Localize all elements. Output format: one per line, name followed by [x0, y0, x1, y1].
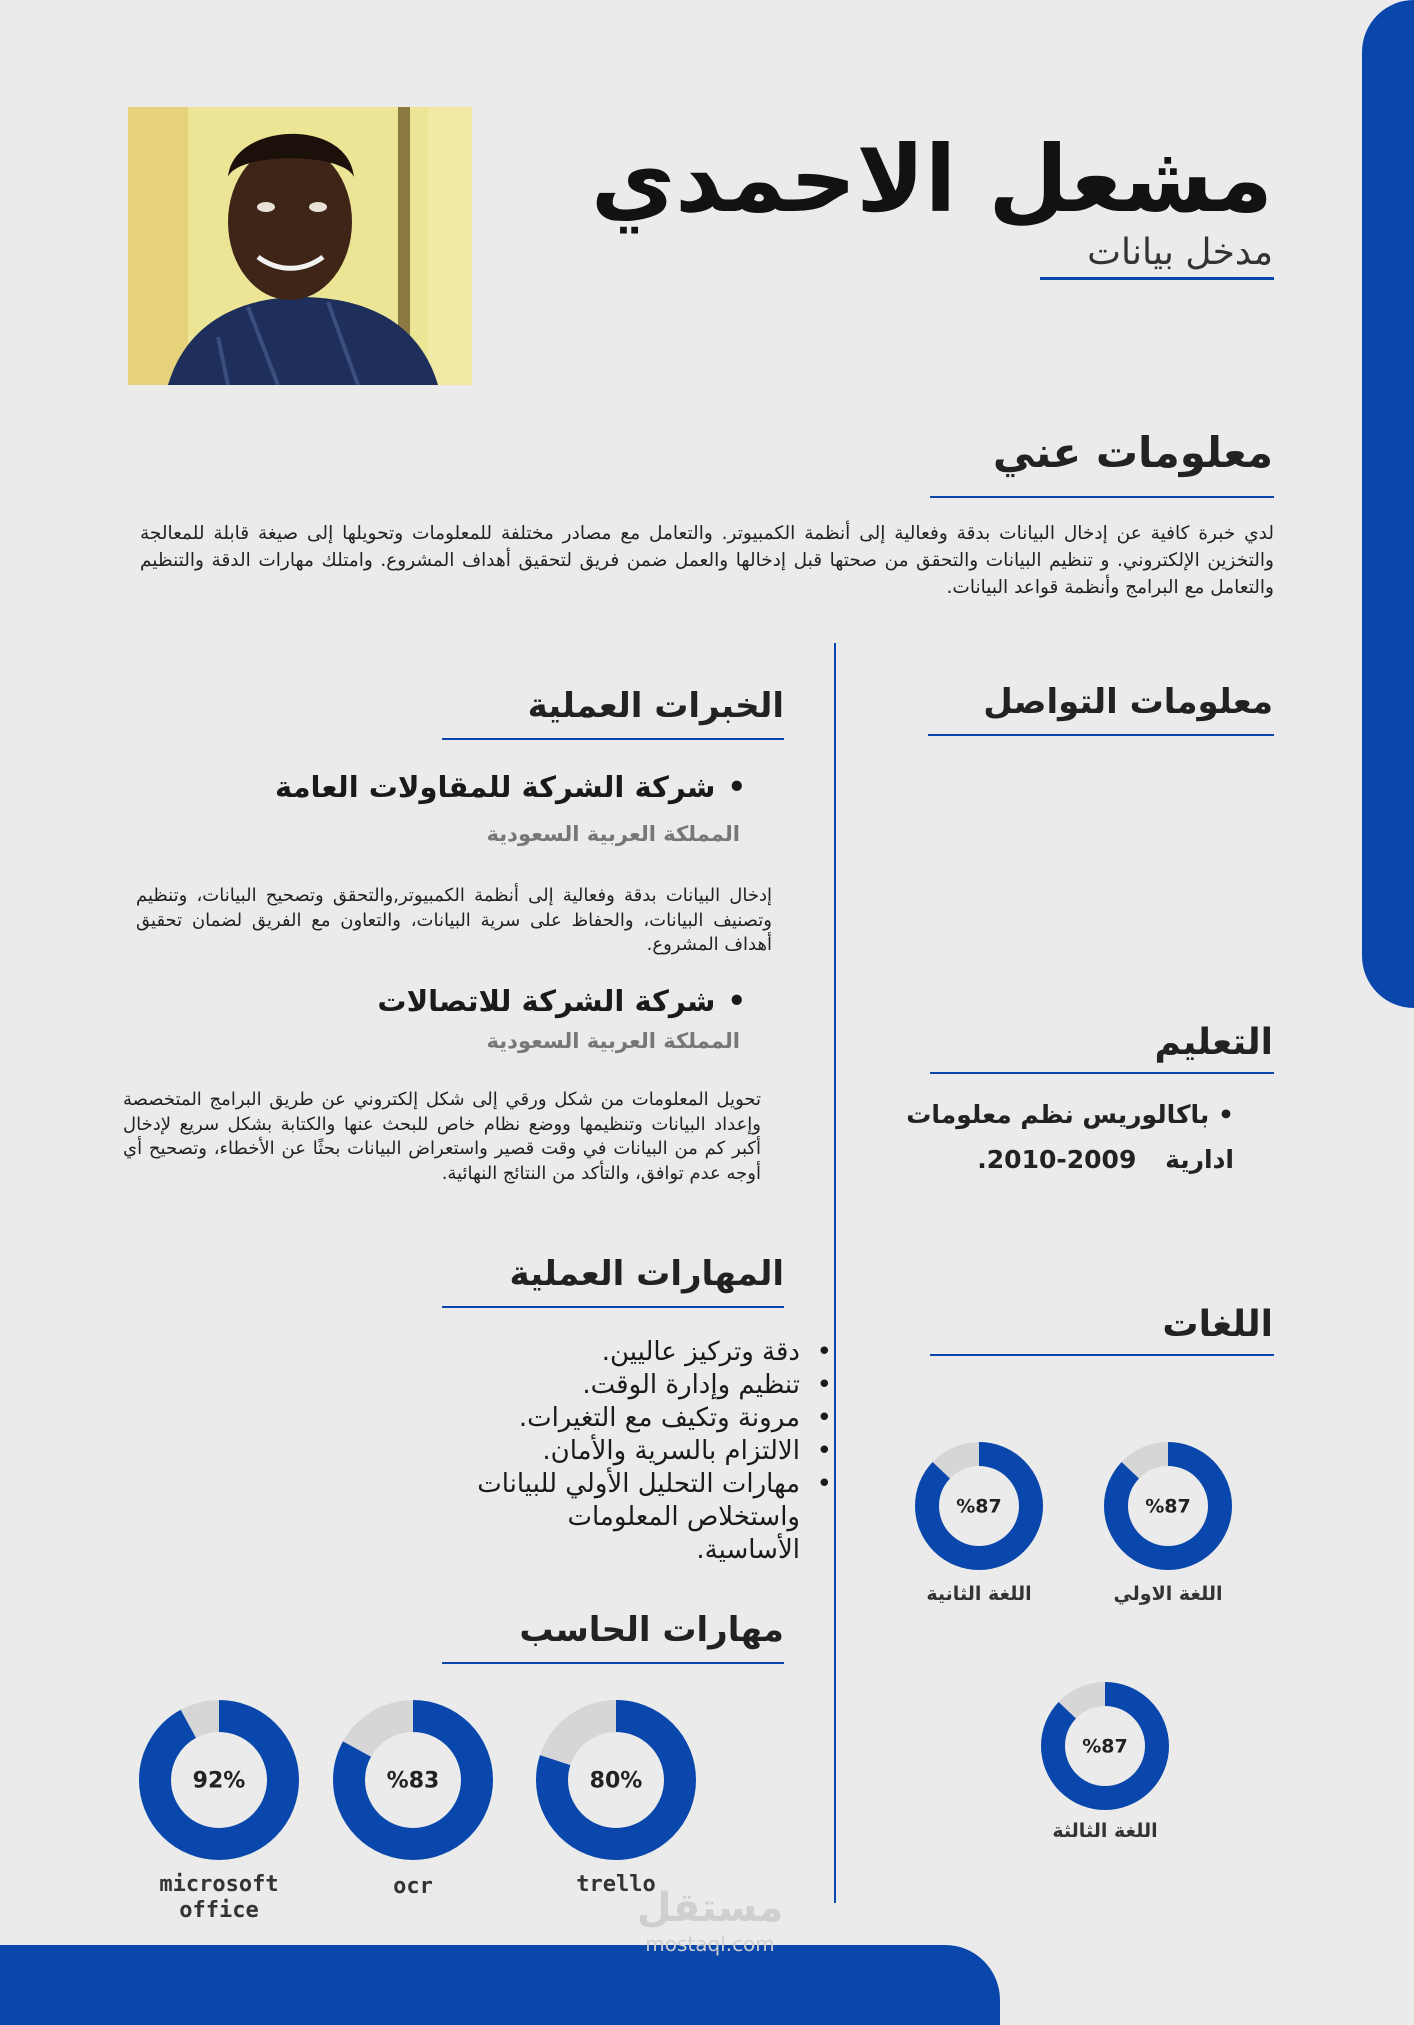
job-1-description: إدخال البيانات بدقة وفعالية إلى أنظمة الكمبيوتر,والتحقق وتصحيح البيانات، وتنظيم وتصنيف البيانات، والحفاظ على سرية البيانات، والتعاون مع الفريق لضمان تحقيق أهداف المشروع. — [136, 885, 772, 955]
column-divider — [834, 643, 836, 1903]
skill-donut-ocr — [331, 1698, 495, 1862]
skill-item: • مرونة وتكيف مع التغيرات. — [472, 1402, 832, 1435]
computer-skills-heading: مهارات الحاسب — [519, 1610, 784, 1650]
bullet-icon: • — [727, 770, 746, 804]
skill-donut-microsoft-office — [137, 1698, 301, 1862]
watermark-logo: مستقل — [636, 1885, 784, 1931]
job-2-country: المملكة العربية السعودية — [486, 1029, 740, 1053]
education-heading: التعليم — [1154, 1022, 1273, 1063]
donut-percent-label: 80% — [589, 1768, 643, 1794]
skill-label-ocr: ocr — [393, 1874, 433, 1899]
about-heading: معلومات عني — [992, 428, 1273, 477]
job-2-company-text: شركة الشركة للاتصالات — [377, 984, 716, 1018]
job-1-company-text: شركة الشركة للمقاولات العامة — [275, 770, 716, 804]
skill-item: • تنظيم وإدارة الوقت. — [472, 1369, 832, 1402]
experience-heading: الخبرات العملية — [527, 686, 784, 726]
skill-item: • الالتزام بالسرية والأمان. — [472, 1435, 832, 1468]
donut-percent-label: %87 — [956, 1495, 1002, 1518]
job-1-company — [275, 770, 746, 804]
computer-skills-heading-line — [442, 1662, 784, 1664]
job-2-description: تحويل المعلومات من شكل ورقي إلى شكل إلكتروني عن طريق البرامج المتخصصة وإعداد البيانات وتنظيمها ووضع نظام خاص للبحث عنها والكتابة بشكل سريع لإدخال أكبر كم من البيانات في وقت قصير واستعراض البيانات بحثًا عن الأخطاء، وتصحيح أي أوجه عدم توافق، والتأكد من النتائج النهائية. — [123, 1089, 761, 1184]
contact-heading-line — [928, 734, 1274, 736]
skill-item: • دقة وتركيز عاليين. — [472, 1336, 832, 1369]
practical-skills-heading: المهارات العملية — [509, 1254, 784, 1294]
contact-heading: معلومات التواصل — [983, 682, 1273, 722]
education-years: 2009-2010. — [977, 1145, 1137, 1174]
donut-percent-label: %87 — [1145, 1495, 1191, 1518]
education-item — [904, 1092, 1234, 1182]
language-donut-3 — [1039, 1680, 1171, 1812]
profile-photo — [128, 107, 472, 385]
watermark-url: mostaql.com — [645, 1932, 775, 1956]
decorative-side-bar — [1362, 0, 1414, 1008]
job-2-company — [377, 984, 746, 1018]
practical-skills-heading-line — [442, 1306, 784, 1308]
language-label-3: اللغة الثالثة — [1052, 1820, 1158, 1842]
job-title-underline — [1040, 277, 1274, 280]
donut-percent-label: 92% — [192, 1768, 246, 1794]
education-heading-line — [930, 1072, 1274, 1074]
skill-donut-trello — [534, 1698, 698, 1862]
about-heading-line — [930, 496, 1274, 498]
practical-skills-list — [472, 1336, 832, 1567]
donut-percent-label: %87 — [1082, 1735, 1128, 1758]
language-donut-1 — [1102, 1440, 1234, 1572]
language-label-1: اللغة الاولي — [1113, 1583, 1223, 1605]
job-1-country: المملكة العربية السعودية — [486, 822, 740, 846]
skill-item: • مهارات التحليل الأولي للبيانات واستخلاص المعلومات الأساسية. — [472, 1468, 832, 1567]
languages-heading-line — [930, 1354, 1274, 1356]
job-title: مدخل بيانات — [1087, 232, 1273, 273]
donut-percent-label: %83 — [386, 1768, 440, 1794]
skill-label-trello: trello — [576, 1872, 656, 1897]
languages-heading: اللغات — [1162, 1304, 1273, 1345]
bullet-icon: • — [727, 984, 746, 1018]
language-label-2: اللغة الثانية — [926, 1583, 1032, 1605]
candidate-name: مشعل الاحمدي — [590, 126, 1273, 233]
language-donut-2 — [913, 1440, 1045, 1572]
skill-label-microsoft-office: microsoft office — [159, 1872, 279, 1923]
experience-heading-line — [442, 738, 784, 740]
education-degree: باكالوريس نظم معلومات ادارية — [906, 1100, 1234, 1174]
decorative-bottom-bar — [0, 1945, 1000, 2025]
bullet-icon: • — [1209, 1100, 1234, 1129]
about-text: لدي خبرة كافية عن إدخال البيانات بدقة وفعالية إلى أنظمة الكمبيوتر. والتعامل مع مصادر مختلفة للمعلومات وتحويلها إلى صيغة قابلة للمعالجة والتخزين الإلكتروني. و تنظيم البيانات والتحقق من صحتها قبل إدخالها والعمل ضمن فريق لتحقيق أهداف المشروع. وامتلك مهارات الدقة والتنظيم والتعامل مع البرامج وأنظمة قواعد البيانات. — [140, 523, 1274, 598]
